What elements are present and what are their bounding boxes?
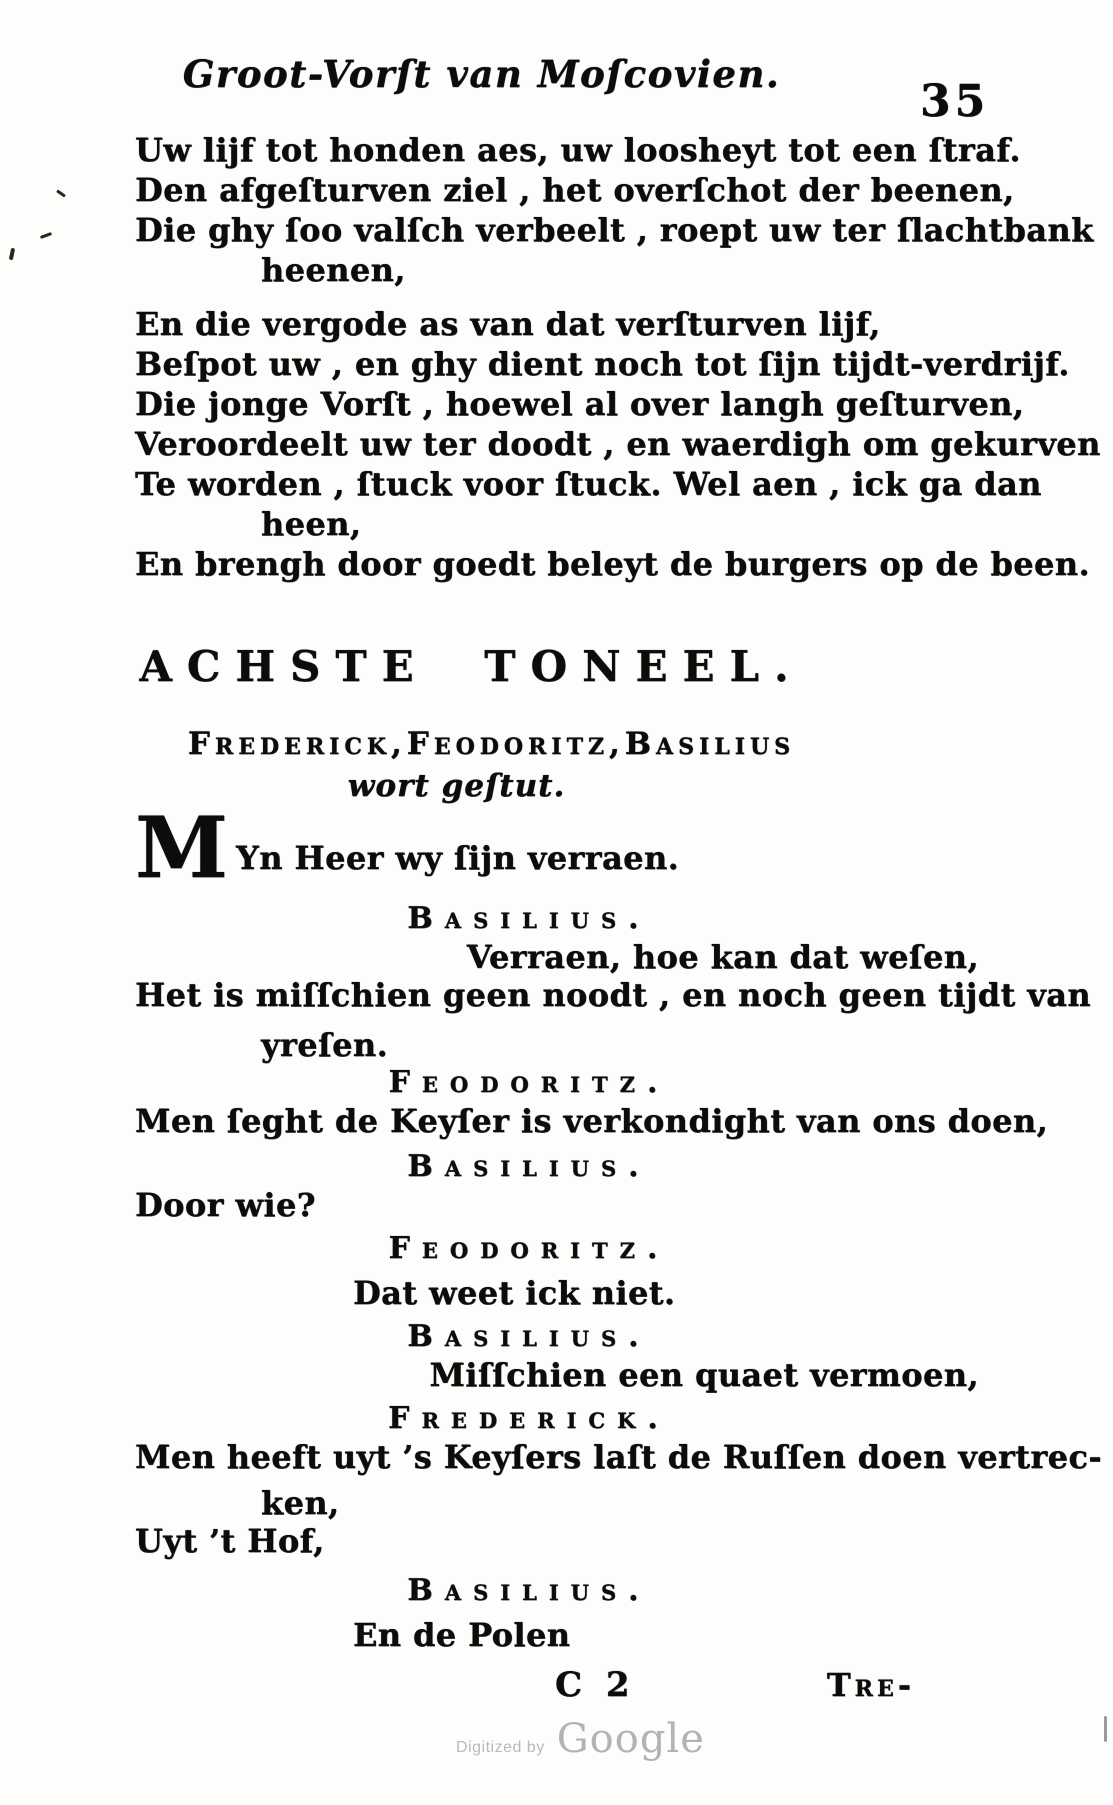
catchword: Tre- (826, 1666, 915, 1704)
google-logo: Google (556, 1716, 705, 1762)
dialogue-line: Dat weet ick niet. (353, 1274, 676, 1312)
footer-row (135, 1666, 983, 1704)
dialogue-line: yreſen. (261, 1026, 389, 1064)
scene-characters: Frederick,Feodoritz,Basilius (187, 726, 796, 762)
verse-line: En brengh door goedt beleyt de burgers op de been. (135, 545, 1090, 583)
dialogue-line: Men ſeght de Keyſer is verkondight van ons doen, (135, 1102, 1049, 1140)
dialogue-line: Het is miſſchien geen noodt , en noch geen tijdt van (135, 976, 1092, 1014)
ink-speck (9, 248, 15, 261)
ink-speck (56, 189, 66, 197)
verse-line: Die ghy ſoo valſch verbeelt , roept uw ter ſlachtbank (135, 211, 1094, 249)
running-title: Groot-Vorſt van Moſcovien. (182, 52, 781, 96)
scan-edge-artifact (1104, 1716, 1107, 1742)
dialogue-line: ken, (261, 1484, 340, 1522)
dialogue-line: Door wie? (135, 1186, 316, 1224)
speaker-label: Basilius. (407, 1319, 651, 1354)
watermark-prefix-text: Digitized by (456, 1739, 545, 1756)
speaker-label: Frederick. (388, 1401, 670, 1436)
speaker-label: Basilius. (407, 1149, 651, 1184)
verse-line: Te worden , ſtuck voor ſtuck. Wel aen , ick ga dan (135, 465, 1042, 503)
verse-block (135, 130, 1101, 584)
digitization-watermark (456, 1716, 705, 1762)
dialogue-line: En de Polen (353, 1616, 571, 1654)
signature-mark: C 2 (555, 1665, 636, 1705)
dialogue-line: Verraen, hoe kan dat weſen, (466, 938, 979, 976)
dialogue-line: Men heeft uyt ’s Keyſers laſt de Ruſſen doen vertrec- (135, 1438, 1103, 1476)
dialogue-opening-text: Yn Heer wy ſijn verraen. (235, 839, 680, 877)
verse-line: Uw lijf tot honden aes, uw loosheyt tot een ſtraf. (135, 131, 1021, 169)
verse-line: heenen, (261, 251, 406, 289)
dialogue-block (135, 798, 1103, 1705)
dialogue-line: Uyt ’t Hof, (135, 1522, 325, 1560)
verse-line: Den afgeſturven ziel , het overſchot der beenen, (135, 171, 1015, 209)
dialogue-line (135, 798, 983, 900)
verse-line: Beſpot uw , en ghy dient noch tot ſijn tijdt-verdrijf. (135, 345, 1070, 383)
speaker-label: Basilius. (407, 1573, 651, 1608)
verse-line: Veroordeelt uw ter doodt , en waerdigh om gekurven (135, 425, 1101, 463)
speaker-label: Basilius. (407, 901, 651, 936)
drop-cap: M (135, 798, 228, 897)
ink-speck (40, 232, 52, 239)
stage-direction: wort geſtut. (347, 768, 566, 804)
speaker-label: Feodoritz. (388, 1065, 670, 1100)
verse-line: heen, (261, 505, 362, 543)
verse-line: Die jonge Vorſt , hoewel al over langh geſturven, (135, 385, 1025, 423)
dialogue-line: Miſſchien een quaet vermoen, (429, 1356, 979, 1394)
page-number: 35 (920, 76, 990, 127)
verse-line: En die vergode as van dat verſturven lijf, (135, 305, 881, 343)
speaker-label: Feodoritz. (388, 1231, 670, 1266)
scene-heading: ACHSTE TONEEL. (139, 642, 804, 691)
